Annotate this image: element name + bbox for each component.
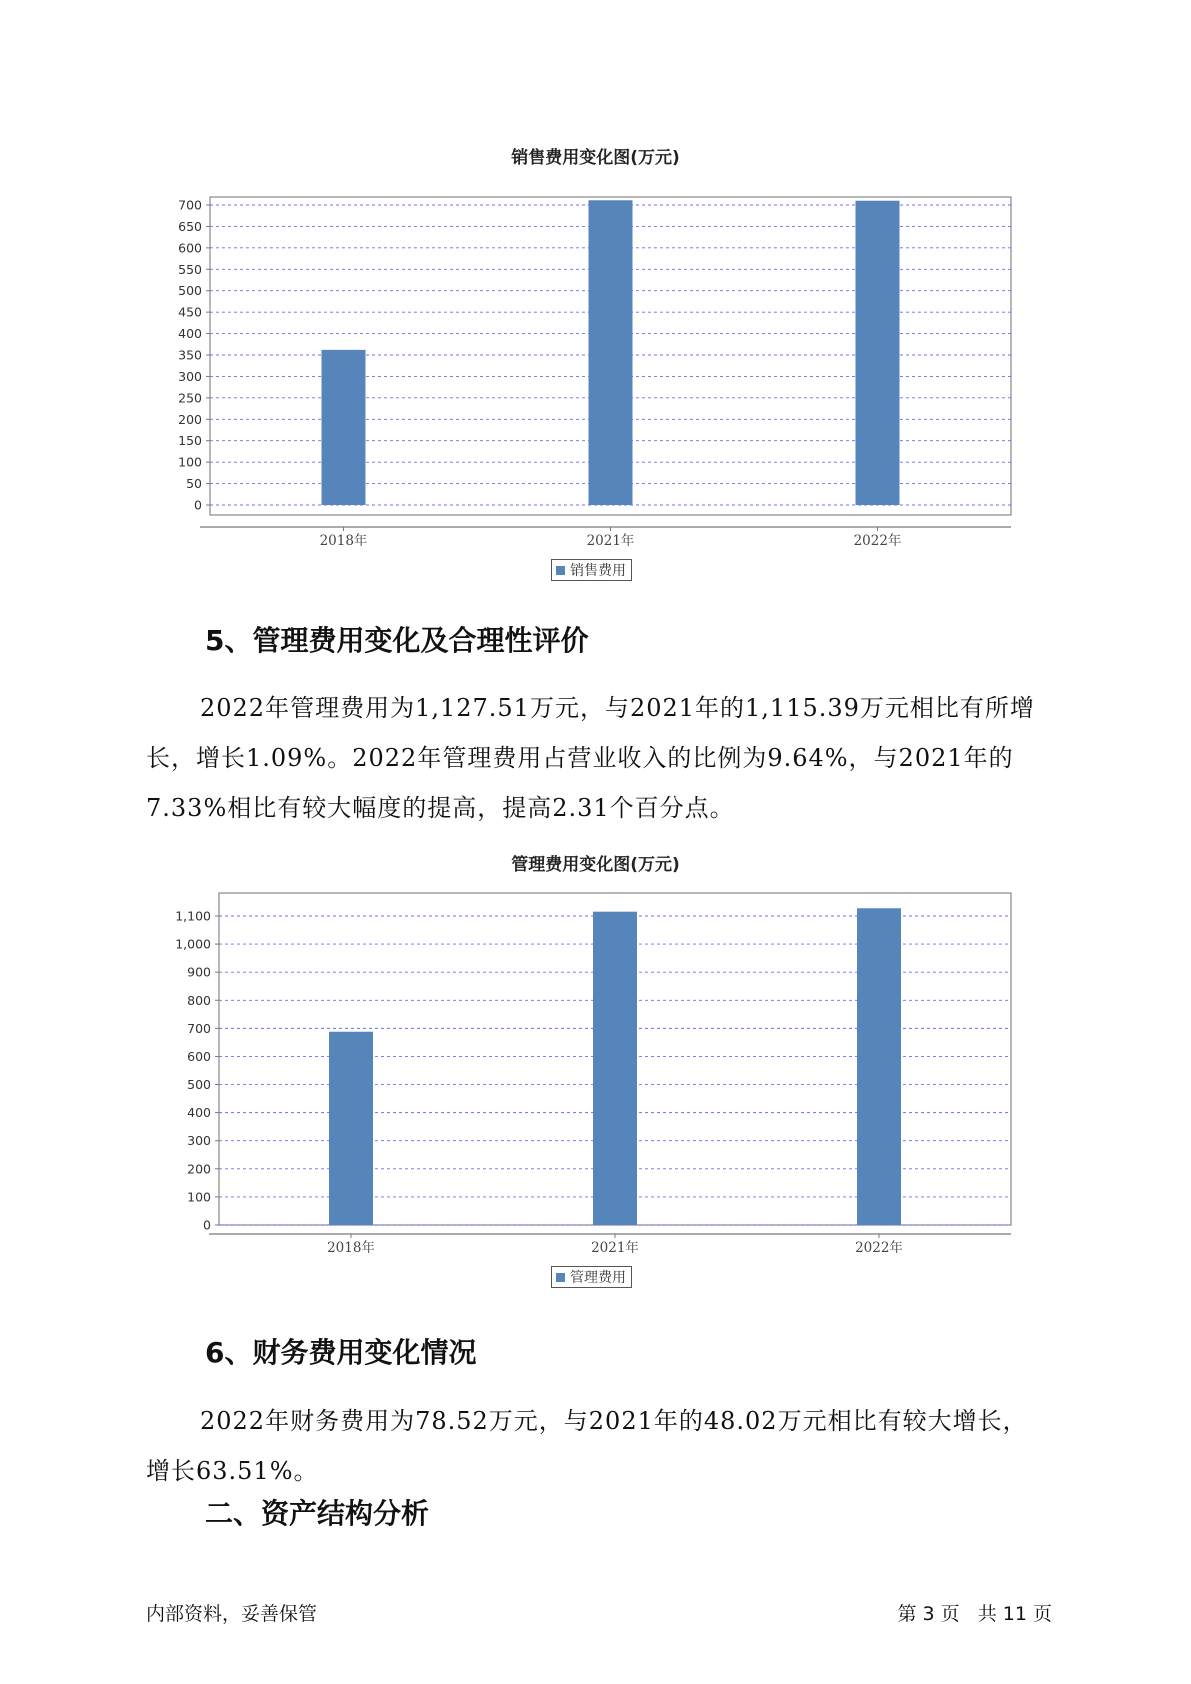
legend-swatch — [556, 566, 565, 575]
bar — [589, 200, 633, 505]
x-tick-label: 2022年 — [853, 533, 902, 549]
y-tick-label: 1,100 — [175, 908, 211, 924]
mgmt-chart-legend — [551, 1266, 632, 1288]
legend-swatch — [556, 1273, 565, 1282]
y-tick-label: 700 — [178, 197, 202, 213]
mgmt-expense-heading: 5、管理费用变化及合理性评价 — [205, 624, 589, 657]
y-tick-label: 600 — [178, 240, 202, 256]
y-tick-label: 100 — [187, 1189, 211, 1205]
x-tick-label: 2022年 — [855, 1240, 903, 1256]
y-tick-label: 900 — [187, 964, 211, 980]
mgmt-expense-chart — [0, 880, 1191, 1256]
y-tick-label: 800 — [187, 992, 211, 1008]
y-tick-label: 650 — [178, 218, 202, 234]
footer-page-number: 第 3 页 共 11 页 — [897, 1603, 1052, 1625]
x-tick-label: 2018年 — [319, 533, 368, 549]
y-tick-label: 550 — [178, 261, 202, 277]
sales-chart-title: 销售费用变化图(万元) — [511, 148, 680, 168]
y-tick-label: 500 — [178, 283, 202, 299]
y-tick-label: 200 — [178, 411, 202, 427]
bar — [856, 201, 900, 505]
fin-expense-paragraph: 2022年财务费用为78.52万元，与2021年的48.02万元相比有较大增长，增长63.51%。 — [146, 1407, 1028, 1485]
y-tick-label: 250 — [178, 390, 202, 406]
x-tick-label: 2021年 — [591, 1240, 639, 1256]
bar — [322, 350, 366, 505]
sales-expense-chart — [0, 170, 1191, 570]
sales-chart-legend — [551, 559, 632, 581]
bar — [857, 908, 901, 1225]
y-tick-label: 50 — [186, 476, 202, 492]
y-tick-label: 400 — [187, 1105, 211, 1121]
y-tick-label: 200 — [187, 1161, 211, 1177]
y-tick-label: 0 — [203, 1217, 211, 1233]
y-tick-label: 450 — [178, 304, 202, 320]
y-tick-label: 300 — [178, 368, 202, 384]
bar — [329, 1032, 373, 1225]
y-tick-label: 350 — [178, 347, 202, 363]
bar — [593, 912, 637, 1225]
y-tick-label: 150 — [178, 433, 202, 449]
x-tick-label: 2018年 — [327, 1240, 375, 1256]
mgmt-chart-legend-label: 管理费用 — [570, 1270, 626, 1286]
asset-structure-heading: 二、资产结构分析 — [205, 1497, 430, 1530]
y-tick-label: 400 — [178, 326, 202, 342]
y-tick-label: 300 — [187, 1133, 211, 1149]
x-tick-label: 2021年 — [586, 533, 635, 549]
y-tick-label: 100 — [178, 454, 202, 470]
mgmt-chart-title: 管理费用变化图(万元) — [511, 855, 680, 875]
y-tick-label: 600 — [187, 1048, 211, 1064]
footer-confidential: 内部资料，妥善保管 — [146, 1603, 318, 1625]
sales-chart-legend-label: 销售费用 — [570, 563, 626, 579]
y-tick-label: 500 — [187, 1077, 211, 1093]
mgmt-expense-paragraph: 2022年管理费用为1,127.51万元，与2021年的1,115.39万元相比有所增长，增长1.09%。2022年管理费用占营业收入的比例为9.64%，与2021年的7.33%相比有较大幅度的提高，提高2.31个百分点。 — [146, 694, 1035, 822]
y-tick-label: 700 — [187, 1020, 211, 1036]
y-tick-label: 0 — [194, 497, 202, 513]
fin-expense-heading: 6、财务费用变化情况 — [205, 1336, 477, 1369]
y-tick-label: 1,000 — [175, 936, 211, 952]
